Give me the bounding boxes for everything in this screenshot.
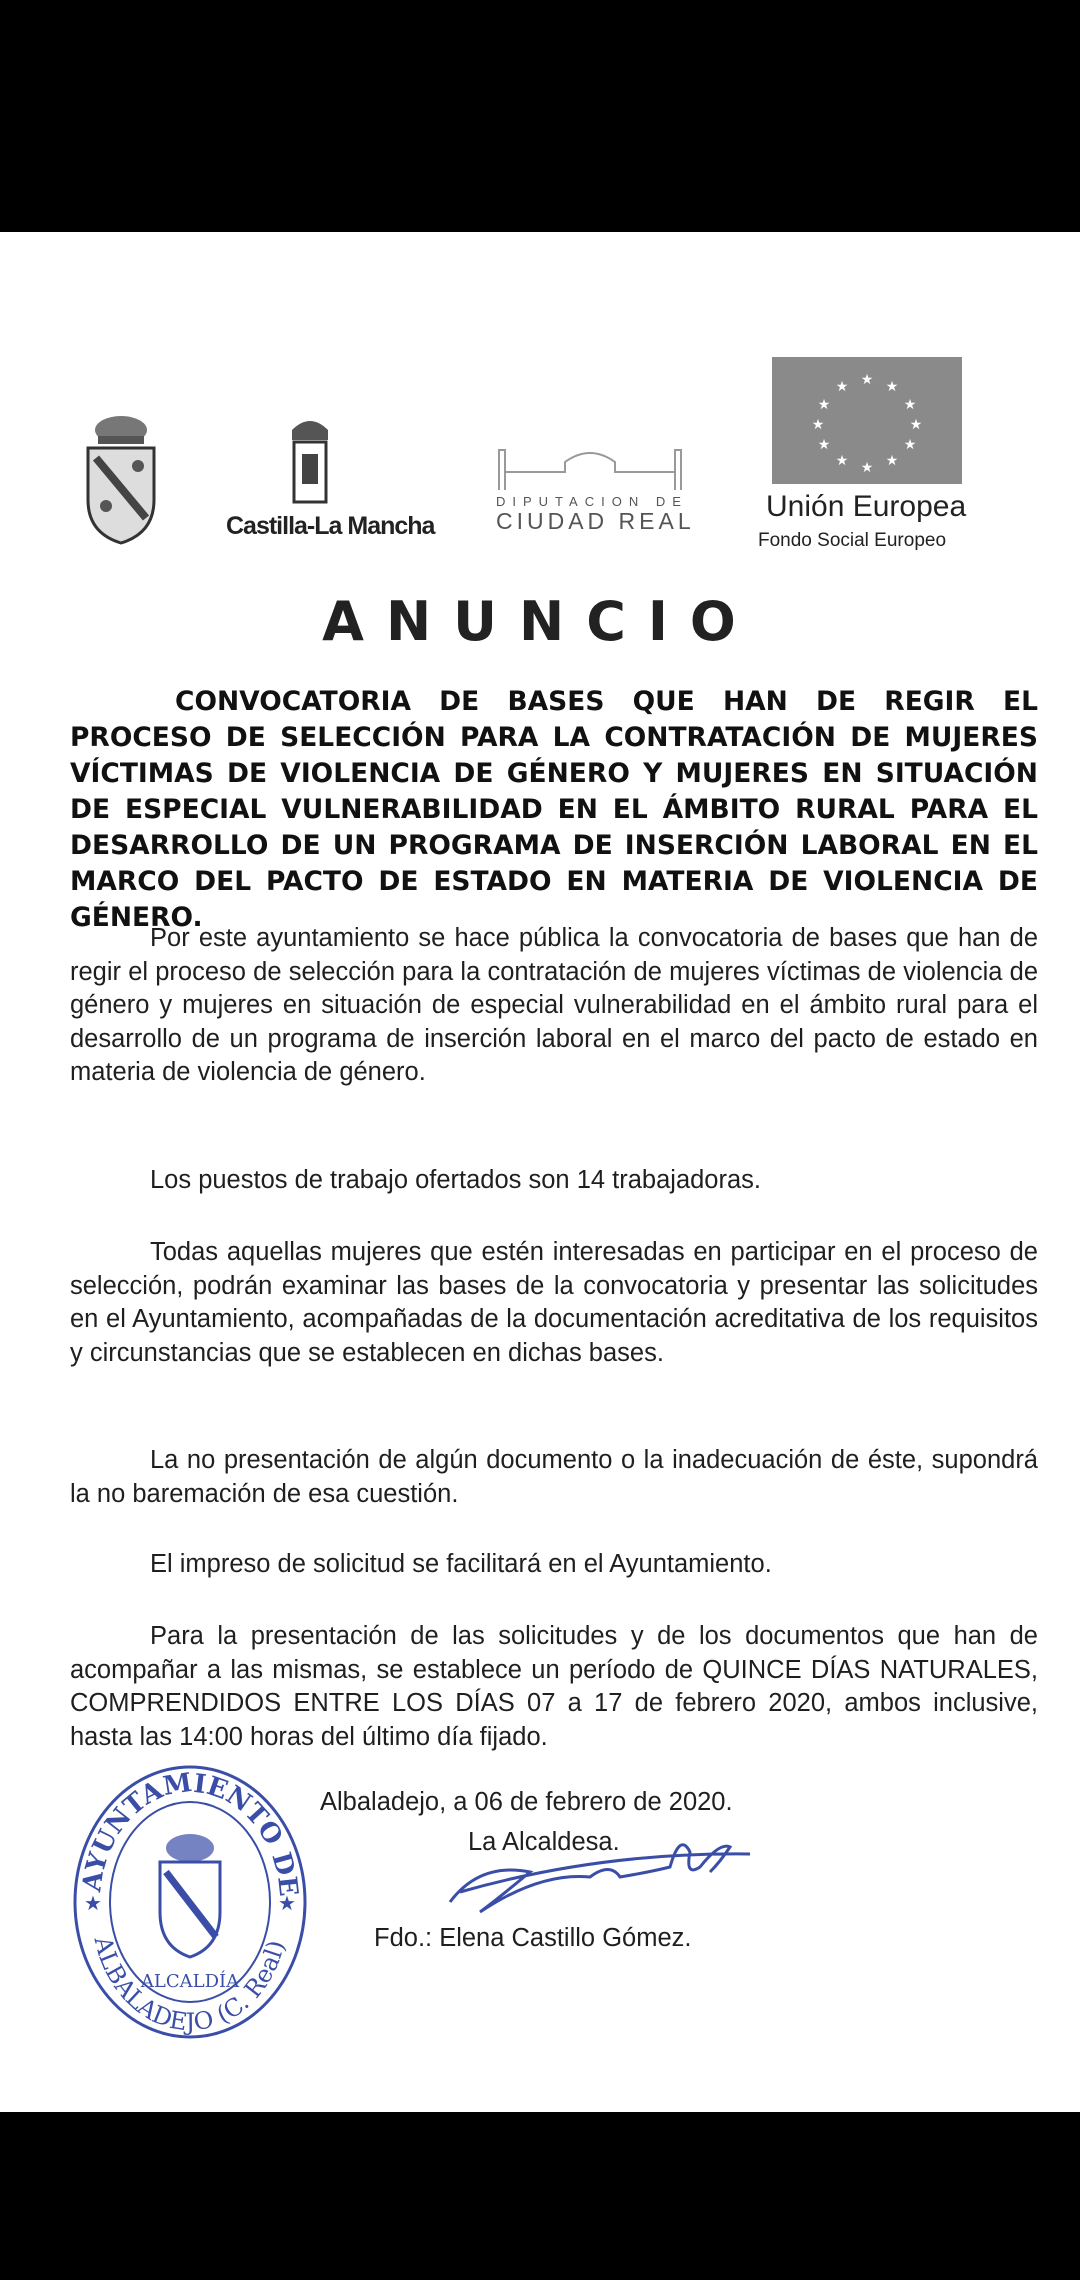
body-paragraph-4: La no presentación de algún documento o la inadecuación de éste, supondrá la no baremación de esa cuestión. (70, 1446, 1038, 1508)
albaladejo-coat-of-arms-icon (76, 408, 166, 548)
signature-place-date: Albaladejo, a 06 de febrero de 2020. (320, 1788, 733, 1816)
diputacion-line1: DIPUTACION DE (496, 494, 688, 509)
handwritten-signature (420, 1822, 750, 1932)
svg-text:★: ★ (885, 453, 899, 469)
svg-text:★: ★ (903, 397, 917, 413)
stamp-left-star: ★ (84, 1893, 102, 1915)
svg-text:★: ★ (817, 397, 831, 413)
eu-flag-icon (772, 357, 962, 484)
document-page (0, 232, 1080, 2112)
diputacion-building-icon (495, 432, 685, 492)
svg-text:★: ★ (860, 372, 874, 388)
body-paragraph-5: El impreso de solicitud se facilitará en el Ayuntamiento. (150, 1550, 772, 1578)
svg-text:★: ★ (885, 379, 899, 395)
stamp-right-star: ★ (278, 1893, 296, 1915)
stamp-top-text: AYUNTAMIENTO DE (77, 1767, 304, 1898)
eu-subtitle: Fondo Social Europeo (758, 530, 947, 551)
body-paragraph-6: Para la presentación de las solicitudes y de los documentos que han de acompañar a las mismas, se establece un período de QUINCE DÍAS NATURALES, COMPRENDIDOS ENTRE LOS DÍAS 07 a 17 de febrero 2020, ambos inclusive, hasta las 14:00 horas del último día fijado. (70, 1622, 1038, 1751)
svg-text:★: ★ (835, 379, 849, 395)
signature-name: Fdo.: Elena Castillo Gómez. (374, 1924, 692, 1952)
svg-text:★: ★ (817, 437, 831, 453)
stamp-bottom-text: ALBALADEJO (C. Real) (88, 1933, 291, 2037)
castilla-la-mancha-label: Castilla-La Mancha (226, 512, 435, 540)
svg-text:★: ★ (860, 460, 874, 476)
body-paragraph-2: Los puestos de trabajo ofertados son 14 trabajadoras. (150, 1166, 761, 1194)
document-title: ANUNCIO (322, 590, 758, 653)
svg-text:★: ★ (811, 417, 825, 433)
stamp-center-text: ALCALDÍA (140, 1971, 240, 1992)
eu-title: Unión Europea (766, 490, 967, 523)
svg-text:★: ★ (903, 437, 917, 453)
diputacion-line2: CIUDAD REAL (496, 508, 695, 534)
svg-text:★: ★ (835, 453, 849, 469)
document-heading: CONVOCATORIA DE BASES QUE HAN DE REGIR EL PROCESO DE SELECCIÓN PARA LA CONTRATACIÓN DE MUJERES VÍCTIMAS DE VIOLENCIA DE GÉNERO Y MUJERES EN SITUACIÓN DE ESPECIAL VULNERABILIDAD EN EL ÁMBITO RURAL PARA EL DESARROLLO DE UN PROGRAMA DE INSERCIÓN LABORAL EN EL MARCO DEL PACTO DE ESTADO EN MATERIA DE VIOLENCIA DE GÉNERO. (70, 686, 1038, 933)
body-paragraph-3: Todas aquellas mujeres que estén interesadas en participar en el proceso de selección, podrán examinar las bases de la convocatoria y presentar las solicitudes en el Ayuntamiento, acompañadas de la documentación acreditativa de los requisitos y circunstancias que se establecen en dichas bases. (70, 1238, 1038, 1367)
castilla-la-mancha-emblem-icon (280, 412, 340, 507)
body-paragraph-1: Por este ayuntamiento se hace pública la convocatoria de bases que han de regir el proceso de selección para la contratación de mujeres víctimas de violencia de género y mujeres en situación de especial vulnerabilidad en el ámbito rural para el desarrollo de un programa de inserción laboral en el marco del pacto de estado en materia de violencia de género. (70, 924, 1038, 1086)
svg-text:★: ★ (909, 417, 923, 433)
official-stamp (70, 1762, 310, 2042)
signature-role: La Alcaldesa. (468, 1828, 620, 1856)
